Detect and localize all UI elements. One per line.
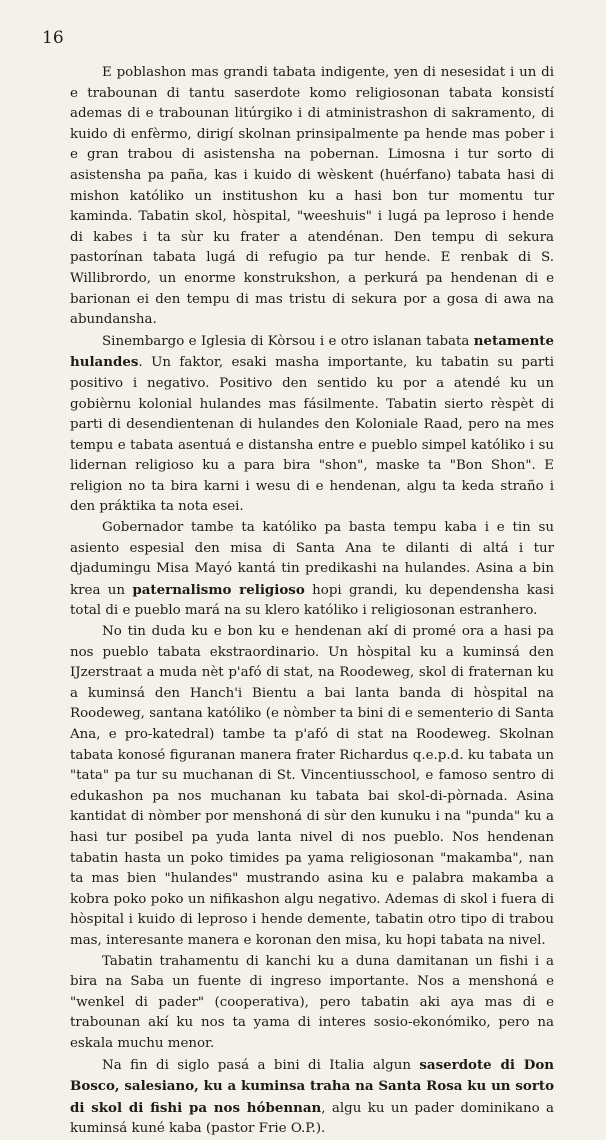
paragraph-text: , algu ku un pader dominikano a kuminsá kuné kaba (pastor Frie O.P.). bbox=[70, 1100, 554, 1137]
paragraph bbox=[70, 622, 554, 952]
paragraph bbox=[70, 1055, 554, 1140]
paragraph bbox=[70, 331, 554, 518]
paragraph-text: Tabatin trahamentu di kanchi ku a duna damitanan un fishi i a bira na Saba un fuente di ingreso importante. Nos a menshoná e "wenkel di pader" (cooperativa), pero tabatin aki aya mas di e trabounan akí ku nos ta yama di interes sosio-ekonómiko, pero na eskala muchu menor. bbox=[70, 953, 554, 1051]
emphasis-text: saserdote di Don Bosco, salesiano, ku a kuminsa traha na Santa Rosa ku un sorto di skol di fishi pa nos hóbennan bbox=[70, 1056, 555, 1116]
emphasis-text: netamente hulandes bbox=[70, 332, 554, 371]
paragraph-text: No tin duda ku e bon ku e hendenan akí di promé ora a hasi pa nos pueblo tabata ekstraordinario. Un hòspital ku a kuminsá den IJzerstraat a muda nèt p'afó di stat, na Roodeweg, skol di fraternan ku a kuminsá den Hanch'i Bientu a bai lanta banda di hòspital na Roodeweg, santana katóliko (e nòmber ta bini di e sementerio di Santa Ana, e pro-katedral) tambe ta p'afó di stat na Roodeweg. Skolnan tabata konosé figuranan manera frater Richardus q.e.p.d. ku tabata un "tata" pa tur su muchanan di St. Vincentiusschool, e famoso sentro di edukashon pa nos muchanan ku tabata bai skol-di-pòrnada. Asina kantidat di nòmber por menshoná di sùr den kunuku i na "punda" ku a hasi tur posibel pa yuda lanta nivel di nos pueblo. Nos hendenan tabatin hasta un poko timides pa yama religiosonan "makamba", nan ta mas bien "hulandes" mustrando asina ku e palabra makamba a kobra poko poko un nifikashon algu negativo. Ademas di skol i fuera di hòspital i kuido di leproso i hende demente, tabatin otro tipo di trabou mas, interesante manera e koronan den misa, ku hopi tabata na nivel. bbox=[70, 624, 554, 948]
paragraph bbox=[70, 518, 554, 622]
emphasis-text: paternalismo religioso bbox=[132, 581, 305, 598]
paragraph-text: Sinembargo e Iglesia di Kòrsou i e otro islanan tabata bbox=[102, 333, 474, 349]
text-body bbox=[70, 63, 554, 1140]
paragraph-text: hopi grandi, ku dependensha kasi total di e pueblo mará na su klero katóliko i religiosonan estranhero. bbox=[70, 582, 554, 619]
paragraph-text: . Un faktor, esaki masha importante, ku tabatin su parti positivo i negativo. Positivo den sentido ku por a atendé ku un gobièrnu kolonial hulandes mas fásilmente. Tabatin sierto rèspèt di parti di desendientenan di hulandes den Koloniale Raad, pero na mes tempu e tabata asentuá e distansha entre e pueblo simpel katóliko i su lidernan religioso ku a para bira "shon", maske ta "Bon Shon". E religion no ta bira karni i wesu di e hendenan, algu ta keda straño i den práktika ta nota esei. bbox=[70, 355, 554, 515]
paragraph bbox=[70, 952, 554, 1055]
paragraph-text: Na fin di siglo pasá a bini di Italia algun bbox=[102, 1057, 420, 1073]
paragraph-text: E poblashon mas grandi tabata indigente, yen di nesesidat i un di e trabounan di tantu saserdote komo religiosonan tabata konsistí ademas di e trabounan litúrgiko i di atministrashon di sakramento, di kuido di enfèrmo, dirigí skolnan prinsipalmente pa hende mas pober i e gran trabou di asistensha na pobernan. Limosna i tur sorto di asistensha pa paña, kas i kuido di wèskent (huérfano) tabata hasi di mishon katóliko un institushon ku a hasi bon tur momentu tur kaminda. Tabatin skol, hòspital, "weeshuis" i lugá pa leproso i hende di kabes i ta sùr ku frater a atendénan. Den tempu di sekura pastorínan tabata lugá di refugio pa tur hende. E renbak di S. Willibrordo, un enorme konstrukshon, a perkurá pa hendenan di e barionan ei den tempu di mas tristu di sekura por a gosa di awa na abundansha. bbox=[70, 65, 554, 328]
paragraph bbox=[70, 63, 554, 331]
page-number: 16 bbox=[42, 28, 64, 48]
paragraph-text: Gobernador tambe ta katóliko pa basta tempu kaba i e tin su asiento espesial den misa di Santa Ana te dilanti di altá i tur djadumingu Misa Mayó kantá tin predikashi na hulandes. Asina a bin krea un bbox=[70, 520, 554, 598]
